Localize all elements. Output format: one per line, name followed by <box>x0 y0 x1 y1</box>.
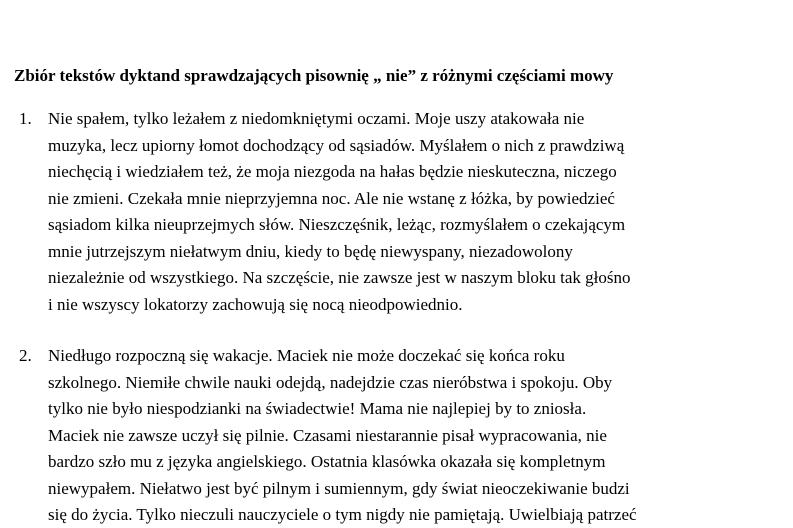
text-line: się do życia. Tylko nieczuli nauczyciele o tym nigdy nie pamiętają. Uwielbiają patrzeć <box>48 505 637 524</box>
text-line: Nie spałem, tylko leżałem z niedomkniętymi oczami. Moje uszy atakowała nie <box>48 109 585 128</box>
list-item-number: 1. <box>19 109 32 128</box>
text-line: nie zmieni. Czekała mnie nieprzyjemna noc. Ale nie wstanę z łóżka, by powiedzieć <box>48 188 615 208</box>
list-item-number: 2. <box>19 346 32 365</box>
text-line: bardzo szło mu z języka angielskiego. Ostatnia klasówka okazała się kompletnym <box>48 452 606 471</box>
text-line: tylko nie było niespodzianki na świadectwie! Mama nie najlepiej by to zniosła. <box>48 399 587 418</box>
text-line: i nie wszyscy lokatorzy zachowują się nocą nieodpowiednio. <box>48 294 463 314</box>
text-line: niewypałem. Niełatwo jest być pilnym i sumiennym, gdy świat nieoczekiwanie budzi <box>48 478 630 498</box>
text-line: Maciek nie zawsze uczył się pilnie. Czasami niestarannie pisał wypracowania, nie <box>48 425 607 445</box>
text-line: niechęcią i wiedziałem też, że moja niezgoda na hałas będzie nieskuteczna, niczego <box>48 162 617 181</box>
text-line: mnie jutrzejszym niełatwym dniu, kiedy to będę niewyspany, niezadowolony <box>48 241 573 261</box>
document-title: Zbiór tekstów dyktand sprawdzających pisownię „ nie” z różnymi częściami mowy <box>14 66 614 85</box>
text-line: szkolnego. Niemiłe chwile nauki odejdą, nadejdzie czas nieróbstwa i spokoju. Oby <box>48 372 613 392</box>
text-line: niezależnie od wszystkiego. Na szczęście, nie zawsze jest w naszym bloku tak głośno <box>48 268 631 287</box>
text-line: sąsiadom kilka nieuprzejmych słów. Nieszczęśnik, leżąc, rozmyślałem o czekającym <box>48 215 626 234</box>
text-line: Niedługo rozpoczną się wakacje. Maciek nie może doczekać się końca roku <box>48 346 565 365</box>
text-line: muzyka, lecz upiorny łomot dochodzący od sąsiadów. Myślałem o nich z prawdziwą <box>48 135 625 155</box>
